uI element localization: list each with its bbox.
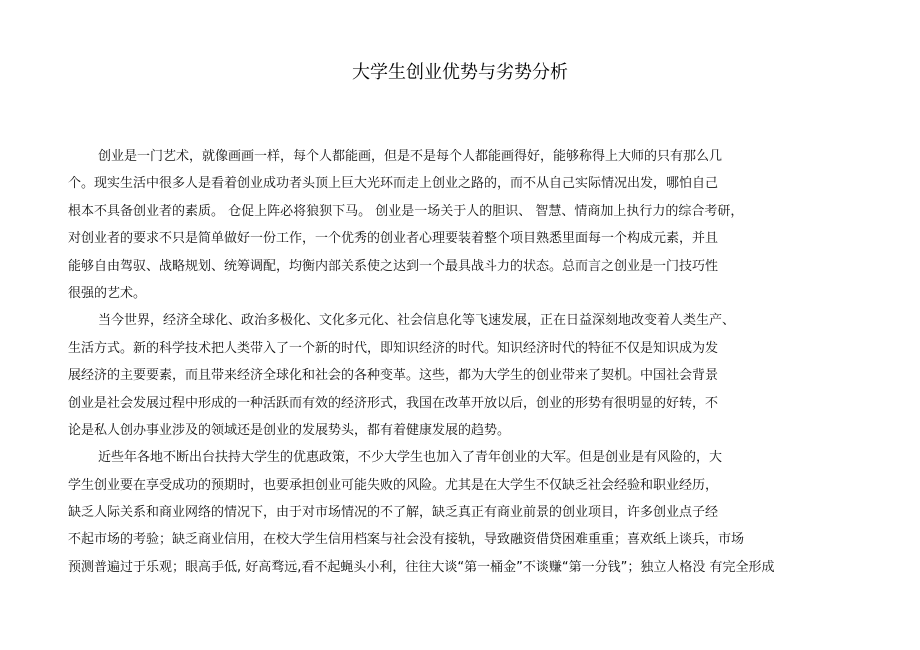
- paragraph-1-line: 能够自由驾驭、战略规划、统筹调配，均衡内部关系使之达到一个最具战斗力的状态。总而言之创业是一门技巧性: [68, 258, 719, 274]
- paragraph-3-line: 预测普遍过于乐观；眼高手低, 好高骛远,看不起蝇头小利，往往大谈“第一桶金”不谈赚“第一分钱”；独立人格没 有完全形成: [68, 559, 775, 575]
- document-body: [68, 143, 868, 581]
- paragraph-2-line: 创业是社会发展过程中形成的一种活跃而有效的经济形式，我国在改革开放以后，创业的形势有很明显的好转，不: [68, 395, 719, 411]
- paragraph-2-line: 论是私人创办事业涉及的领域还是创业的发展势头，都有着健康发展的趋势。: [68, 422, 511, 438]
- paragraph-1-line: 根本不具备创业者的素质。 仓促上阵必将狼狈下马。 创业是一场关于人的胆识、 智慧、情商加上执行力的综合考研，: [68, 203, 744, 219]
- paragraph-2-line: 展经济的主要要素，而且带来经济全球化和社会的各种变革。这些，都为大学生的创业带来了契机。中国社会背景: [68, 368, 719, 384]
- paragraph-3-line: 不起市场的考验；缺乏商业信用，在校大学生信用档案与社会没有接轨，导致融资借贷困难重重；喜欢纸上谈兵，市场: [68, 532, 745, 548]
- paragraph-1-line: 很强的艺术。: [68, 285, 147, 301]
- paragraph-3-line: 近些年各地不断出台扶持大学生的优惠政策，不少大学生也加入了青年创业的大军。但是创业是有风险的，大: [98, 450, 723, 466]
- paragraph-1-line: 创业是一门艺术，就像画画一样，每个人都能画，但是不是每个人都能画得好，能够称得上大师的只有那么几: [98, 149, 723, 164]
- paragraph-3-line: 学生创业要在享受成功的预期时，也要承担创业可能失败的风险。尤其是在大学生不仅缺乏社会经验和职业经历，: [68, 477, 719, 493]
- paragraph-1-line: 对创业者的要求不只是简单做好一份工作，一个优秀的创业者心理要装着整个项目熟悉里面每一个构成元素，并且: [68, 231, 719, 247]
- paragraph-1-line: 个。现实生活中很多人是看着创业成功者头顶上巨大光环而走上创业之路的，而不从自己实际情况出发，哪怕自己: [68, 176, 719, 192]
- paragraph-2-line: 当今世界，经济全球化、政治多极化、文化多元化、社会信息化等飞速发展，正在日益深刻地改变着人类生产、: [98, 313, 736, 329]
- document-title: 大学生创业优势与劣势分析: [352, 62, 568, 83]
- paragraph-3-line: 缺乏人际关系和商业网络的情况下，由于对市场情况的不了解，缺乏真正有商业前景的创业项目，许多创业点子经: [68, 505, 719, 521]
- paragraph-2-line: 生活方式。新的科学技术把人类带入了一个新的时代，即知识经济的时代。知识经济时代的特征不仅是知识成为发: [68, 340, 719, 356]
